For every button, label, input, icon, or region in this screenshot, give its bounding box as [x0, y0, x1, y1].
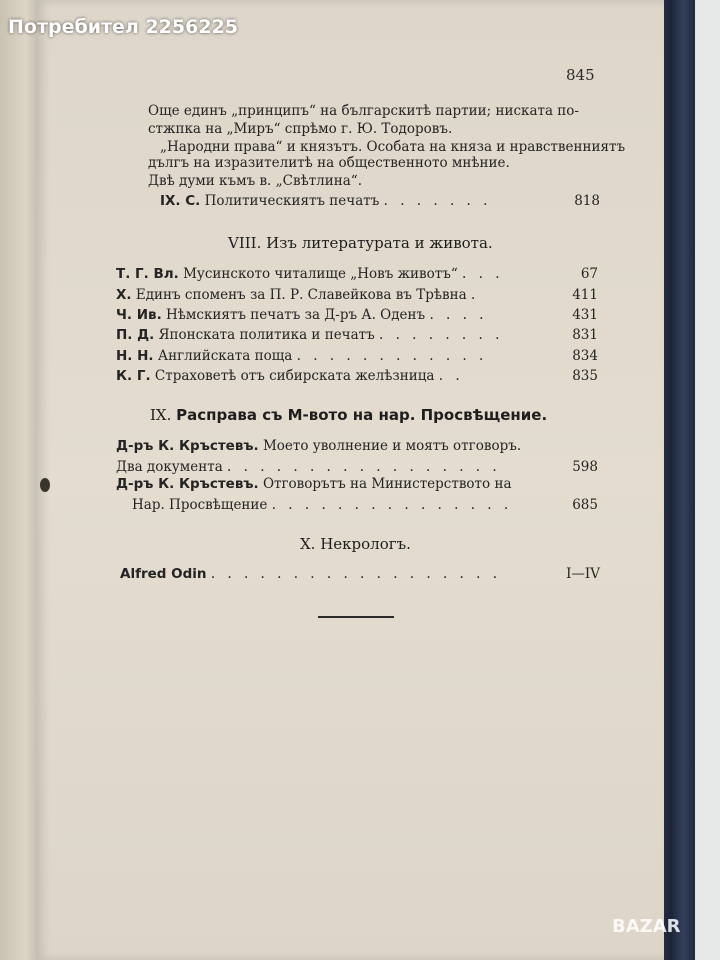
entry-page: 67 [580, 266, 598, 282]
entry-title: Мусинското читалище „Новъ животъ“ [183, 266, 458, 282]
user-label[interactable]: Потребител 2256225 [8, 16, 239, 38]
entry-page: I—IV [566, 566, 600, 582]
entry-title: Страховетѣ отъ сибирската желѣзница [154, 368, 435, 384]
leader-dots: . [470, 287, 480, 303]
entry-page: 831 [572, 327, 598, 343]
entry-page: 835 [572, 368, 598, 384]
entry-author: Д-ръ К. Кръстевъ. [116, 438, 259, 454]
entry-page: 411 [572, 287, 598, 303]
leader-dots: . . . . . . . . . . . . . . . . . . [210, 566, 502, 582]
toc-entry [116, 307, 487, 323]
entry-author: Т. Г. Вл. [116, 266, 179, 282]
toc-entry-continuation [132, 497, 512, 513]
intro-line-2: стжпка на „Миръ“ спрѣмо г. Ю. Тодоровъ. [148, 121, 453, 137]
section-heading-viii: VIII. Изъ литературата и живота. [228, 234, 493, 252]
entry-title: Моето уволнение и моятъ отговоръ. [262, 438, 522, 454]
entry-title: Политическиятъ печатъ [204, 193, 380, 209]
toc-entry [116, 476, 512, 492]
entry-title: Два документа [116, 459, 223, 475]
page-number: 845 [566, 66, 595, 84]
entry-page: 685 [572, 497, 598, 513]
leader-dots: . . . . . . . . . . . . . . . [271, 497, 513, 513]
entry-author: IX. С. [160, 193, 201, 209]
toc-entry [116, 348, 487, 364]
heading-number: IX. [150, 406, 172, 424]
entry-title: Отговорътъ на Министерството на [262, 476, 512, 492]
watermark-logo: BAZAR [612, 916, 681, 937]
leader-dots: . . . [462, 266, 504, 282]
entry-author: Ч. Ив. [116, 307, 162, 323]
entry-page: 834 [572, 348, 598, 364]
toc-entry [116, 438, 521, 454]
entry-title: Нар. Просвѣщение [132, 497, 268, 513]
toc-entry [116, 327, 503, 343]
entry-author: Н. Н. [116, 348, 154, 364]
entry-page: 598 [572, 459, 598, 475]
toc-entry-continuation [116, 459, 501, 475]
entry-author: П. Д. [116, 327, 155, 343]
leader-dots: . . . . . . . . . . . . . . . . . [227, 459, 501, 475]
intro-line-1: Още единъ „принципъ“ на българскитѣ партии; ниската по- [148, 103, 579, 119]
entry-author: Х. [116, 287, 132, 303]
toc-entry [116, 368, 464, 384]
entry-title: Японската политика и печатъ [158, 327, 375, 343]
leader-dots: . . . . . . . [383, 193, 492, 209]
toc-entry [116, 287, 479, 303]
toc-entry [116, 266, 504, 282]
closing-rule [318, 616, 394, 618]
section-heading-ix [150, 406, 547, 424]
toc-entry [120, 566, 501, 582]
leader-dots: . . . . . . . . . . . . [296, 348, 488, 364]
leader-dots: . . . . [429, 307, 488, 323]
leader-dots: . . . . . . . . [379, 327, 504, 343]
intro-line-4: дългъ на изразителитѣ на общественното мнѣние. [148, 155, 510, 171]
leader-dots: . . [438, 368, 464, 384]
entry-page: 431 [572, 307, 598, 323]
entry-author: К. Г. [116, 368, 151, 384]
entry-title: Нѣмскиятъ печатъ за Д-ръ А. Оденъ [166, 307, 426, 323]
heading-text: Расправа съ М-вото на нар. Просвѣщение. [176, 406, 548, 424]
entry-author: Alfred Odin [120, 566, 207, 582]
toc-entry [160, 193, 491, 209]
intro-line-5: Двѣ думи къмъ в. „Свѣтлина“. [148, 173, 362, 189]
entry-author: Д-ръ К. Кръстевъ. [116, 476, 259, 492]
entry-title: Единъ споменъ за П. Р. Славейкова въ Трѣвна [135, 287, 467, 303]
section-heading-x: X. Некрологъ. [300, 535, 411, 553]
binding-hole [40, 478, 50, 492]
intro-line-3: „Народни права“ и князътъ. Особата на княза и нравственниятъ [160, 139, 626, 155]
entry-page: 818 [574, 193, 600, 209]
entry-title: Английската поща [157, 348, 293, 364]
